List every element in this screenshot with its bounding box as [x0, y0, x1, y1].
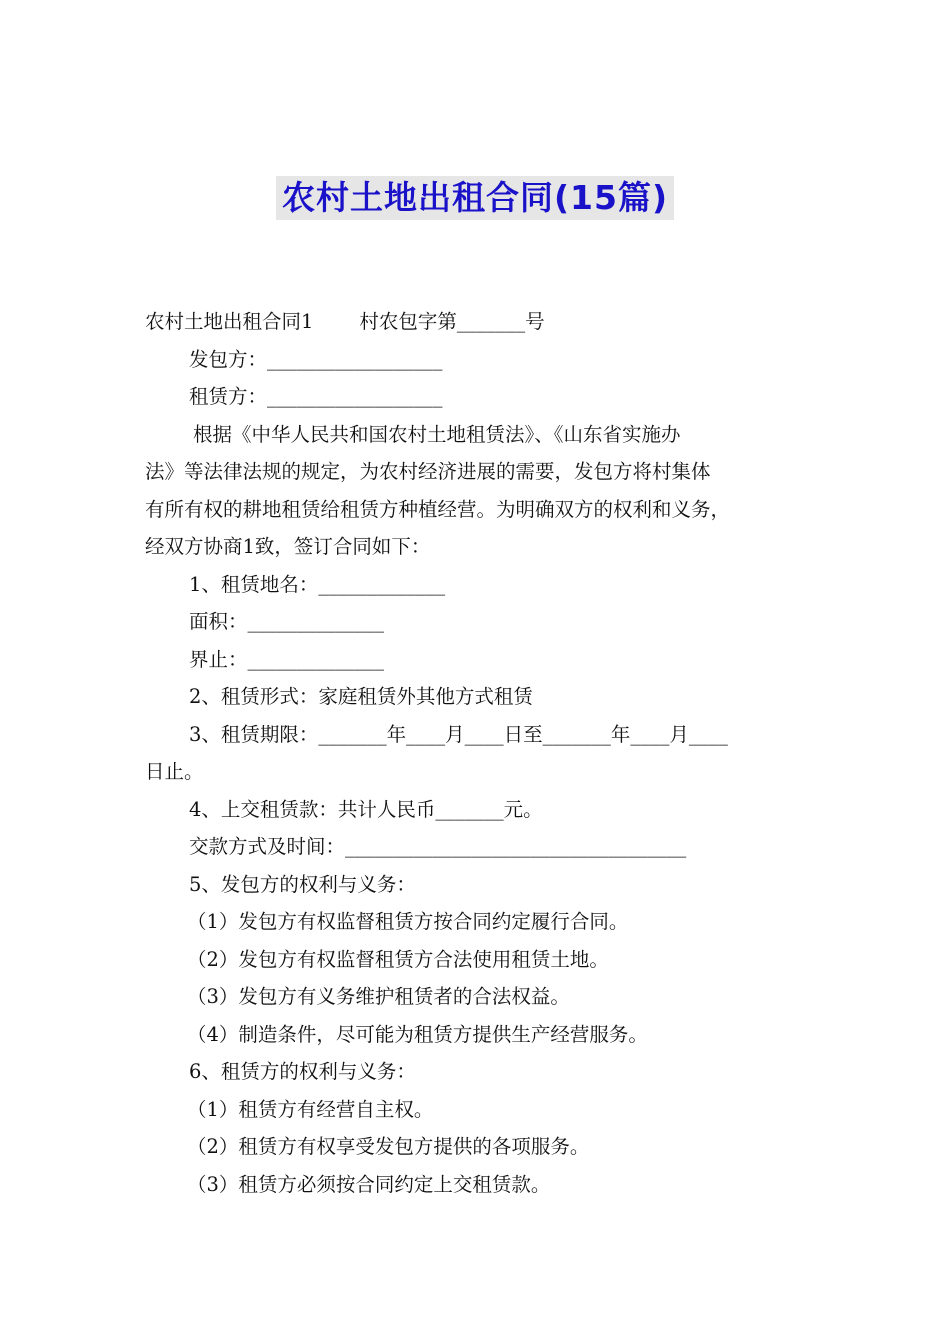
clause-6-item-1: （1）租赁方有经营自主权。 [187, 1097, 434, 1121]
clause-4-payment-method: 交款方式及时间：___________________________________ [189, 835, 687, 858]
preamble-line-4: 经双方协商1致，签订合同如下： [145, 535, 431, 558]
clause-5-item-1: （1）发包方有权监督租赁方按合同约定履行合同。 [187, 910, 629, 933]
clause-1-location: 1、租赁地名：_____________ [189, 572, 446, 596]
document-title: 农村土地出租合同(15篇) [276, 176, 674, 220]
clause-5-heading: 5、发包方的权利与义务： [189, 872, 416, 896]
title-container [0, 176, 950, 220]
clause-6-item-3: （3）租赁方必须按合同约定上交租赁款。 [187, 1172, 551, 1196]
party-a-line: 发包方：__________________ [189, 347, 443, 371]
contract-heading: 农村土地出租合同1 [145, 310, 314, 333]
clause-6-item-2: （2）租赁方有权享受发包方提供的各项服务。 [187, 1135, 590, 1158]
clause-5-item-3: （3）发包方有义务维护租赁者的合法权益。 [187, 985, 570, 1008]
clause-5-item-2: （2）发包方有权监督租赁方合法使用租赁土地。 [187, 947, 609, 971]
clause-4-payment: 4、上交租赁款：共计人民币_______元。 [189, 797, 543, 821]
clause-6-heading: 6、租赁方的权利与义务： [189, 1060, 416, 1083]
document-body [145, 303, 810, 1203]
preamble-line-1: 根据《中华人民共和国农村土地租赁法》、《山东省实施办 [193, 422, 681, 446]
clause-1-boundary: 界止：______________ [189, 647, 385, 671]
clause-2-form: 2、租赁形式：家庭租赁外其他方式租赁 [189, 685, 533, 708]
clause-5-item-4: （4）制造条件，尽可能为租赁方提供生产经营服务。 [187, 1022, 648, 1046]
contract-header-line [145, 303, 810, 341]
preamble-line-2: 法》等法律法规的规定，为农村经济进展的需要，发包方将村集体 [145, 460, 711, 483]
party-b-line: 租赁方：__________________ [189, 385, 443, 408]
clause-3-term-end: 日止。 [145, 760, 204, 783]
contract-number: 村农包字第_______号 [359, 310, 545, 333]
clause-3-term: 3、租赁期限：_______年____月____日至_______年____月____ [189, 722, 728, 746]
clause-1-area: 面积：______________ [189, 610, 385, 633]
preamble-line-3: 有所有权的耕地租赁给租赁方种植经营。为明确双方的权利和义务， [145, 497, 731, 521]
